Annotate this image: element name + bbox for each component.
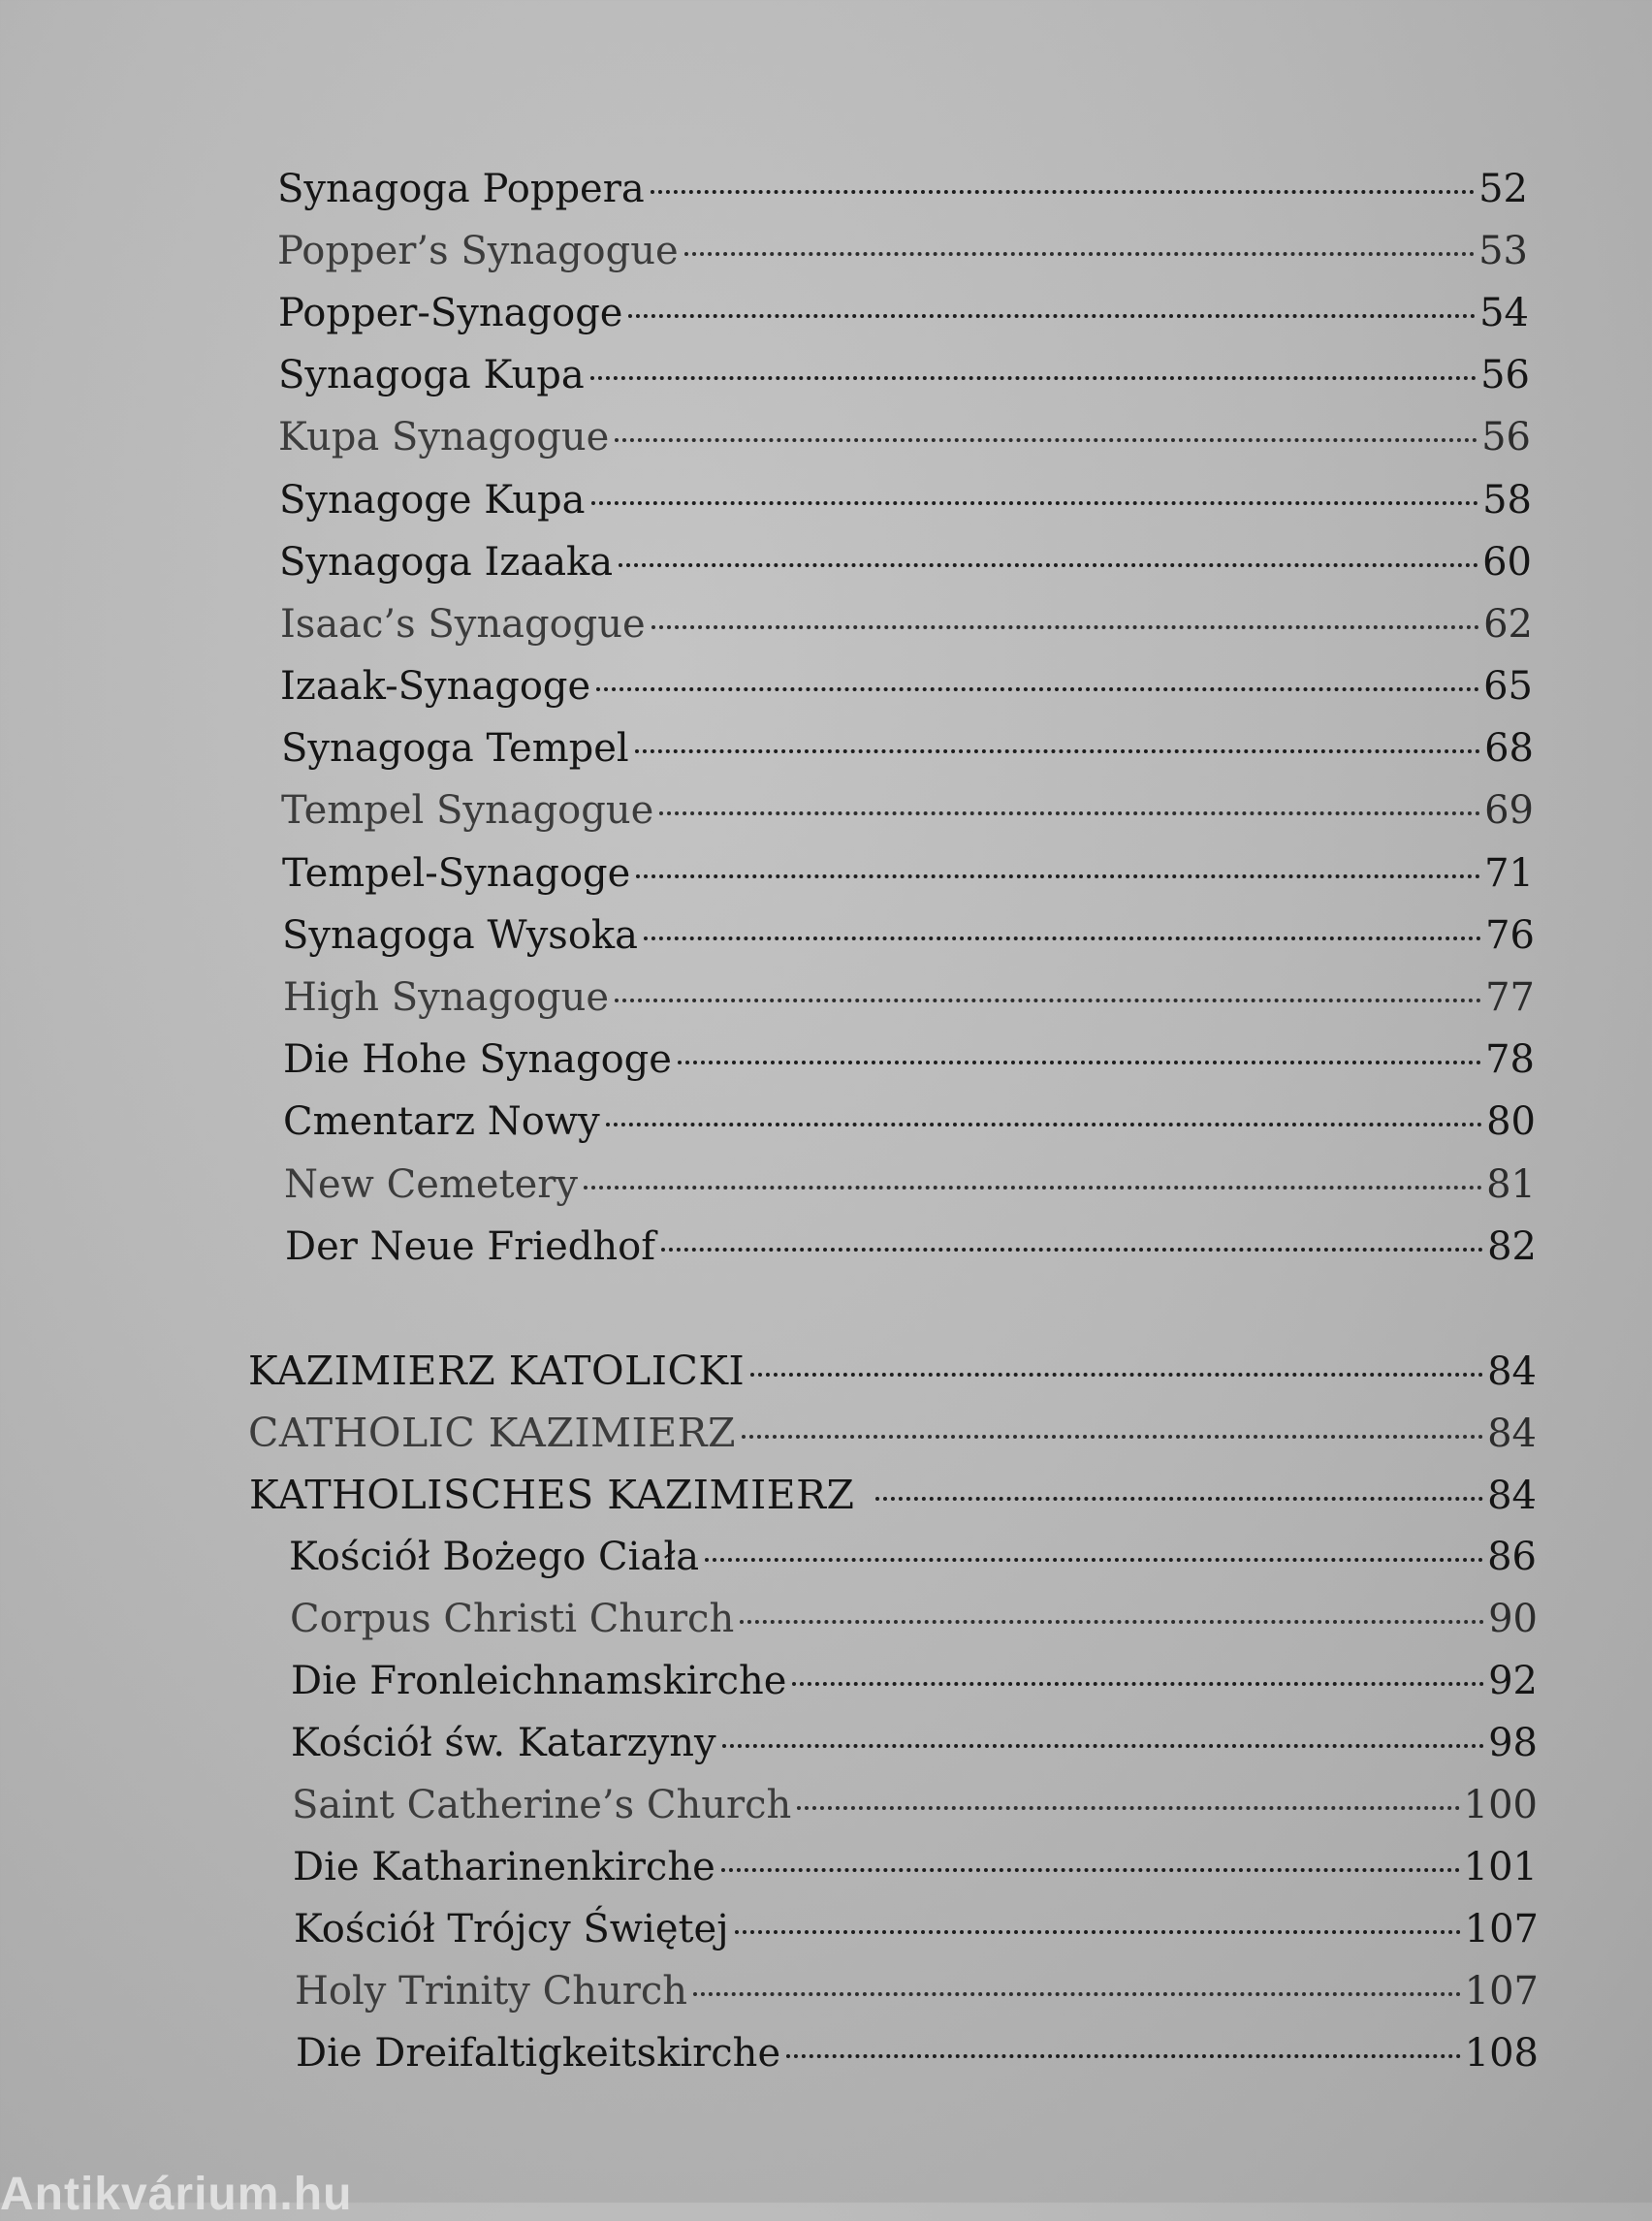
dot-leader [705,1558,1483,1562]
toc-entry [278,344,1530,406]
toc-entry-title: Synagoga Poppera [277,167,645,211]
dot-leader [590,376,1477,380]
toc-entry-page: 78 [1485,1037,1535,1082]
toc-entry-page: 60 [1482,540,1532,585]
dot-leader [635,749,1480,753]
toc-entry-page: 54 [1479,291,1529,335]
dot-leader [721,1868,1460,1872]
toc-entry-title: Die Hohe Synagoge [283,1037,672,1082]
toc-entry-title: Synagoga Tempel [281,726,629,771]
dot-leader [740,1620,1484,1624]
dot-leader [659,811,1480,815]
toc-entry [283,1029,1535,1091]
toc-entry-page: 71 [1484,851,1534,896]
toc-entry-title: Der Neue Friedhof [285,1224,655,1269]
toc-entry [282,842,1534,904]
toc-entry [283,1091,1536,1153]
toc-entry-page: 80 [1486,1099,1536,1144]
dot-leader [584,1186,1482,1190]
watermark-text: Antikvárium.hu [0,2169,353,2220]
toc-entry [294,1898,1539,1960]
toc-entry-title: Synagoge Kupa [279,478,586,523]
dot-leader [651,190,1475,194]
dot-leader [693,1992,1461,1996]
toc-entry-title: Kupa Synagogue [278,415,610,460]
dot-leader [651,625,1479,629]
toc-entry [293,1836,1538,1898]
toc-entry [296,2022,1539,2084]
toc-entry [281,779,1534,841]
toc-heading-title: CATHOLIC KAZIMIERZ [248,1410,737,1456]
toc-heading-page: 84 [1487,1349,1537,1394]
dot-leader [596,687,1479,691]
toc-entry [292,1774,1538,1836]
toc-entry-title: Tempel Synagogue [281,788,654,833]
toc-entry-title: Die Fronleichnamskirche [291,1659,787,1703]
toc-entry [280,655,1533,717]
toc-entry [279,469,1532,531]
dot-leader [797,1806,1459,1810]
toc-entry-page: 56 [1481,415,1531,460]
dot-leader [615,999,1481,1002]
toc-heading-title: KAZIMIERZ KATOLICKI [248,1348,746,1394]
toc-entry-page: 52 [1478,167,1528,211]
toc-entry-page: 58 [1482,478,1532,523]
toc-entry [281,717,1534,779]
toc-entry [290,1588,1538,1650]
toc-entry-title: Saint Catherine’s Church [292,1783,792,1827]
toc-entry-page: 86 [1487,1535,1537,1579]
toc-entry-page: 82 [1487,1224,1537,1269]
toc-entry [277,220,1528,282]
dot-leader [750,1373,1483,1377]
toc-heading-page: 84 [1487,1412,1537,1456]
toc-entry-page: 76 [1485,913,1535,958]
toc-heading-page: 84 [1487,1474,1537,1518]
dot-leader [628,314,1476,318]
toc-heading [249,1464,1537,1526]
toc-entry-page: 69 [1484,788,1534,833]
toc-entry-title: Cmentarz Nowy [283,1099,600,1144]
toc-entry-title: Tempel-Synagoge [282,851,631,896]
dot-leader [636,874,1480,878]
dot-leader [678,1061,1481,1064]
dot-leader [661,1248,1483,1252]
dot-leader [722,1744,1484,1748]
toc-heading-title: KATHOLISCHES KAZIMIERZ [249,1472,855,1518]
toc-entry [285,1216,1537,1278]
toc-entry-page: 56 [1480,353,1530,397]
dot-leader [606,1123,1482,1126]
toc-entry [277,158,1528,220]
toc-entry-title: Kościół Trójcy Świętej [294,1907,729,1951]
toc-entry [278,282,1529,344]
toc-entry [278,406,1531,468]
toc-entry [280,593,1533,655]
toc-entry-title: Kościół św. Katarzyny [291,1721,716,1765]
dot-leader [735,1930,1461,1934]
toc-entry [284,1154,1536,1216]
toc-entry-title: Popper’s Synagogue [277,229,679,273]
toc-entry [279,531,1532,593]
toc-entry-title: Isaac’s Synagogue [280,602,646,647]
toc-entry-page: 81 [1486,1162,1536,1207]
toc-entry-page: 65 [1483,664,1533,709]
toc-entry-page: 98 [1488,1721,1538,1765]
dot-leader [684,252,1475,256]
toc-heading [248,1402,1537,1464]
dot-leader [615,438,1477,442]
toc-heading [248,1340,1537,1402]
toc-entry-title: Die Dreifaltigkeitskirche [296,2031,781,2076]
toc-entry-page: 107 [1464,1907,1539,1951]
toc-entry-title: High Synagogue [283,975,610,1020]
toc-entry-title: Holy Trinity Church [295,1969,688,2014]
toc-entry-title: Izaak-Synagoge [280,664,591,709]
dot-leader [644,936,1481,940]
toc-entry [295,1960,1539,2022]
dot-leader [792,1682,1484,1686]
toc-entry-page: 107 [1464,1969,1539,2014]
toc-entry-title: Synagoga Izaaka [279,540,614,585]
toc-entry [282,904,1535,967]
toc-entry-title: Die Katharinenkirche [293,1845,715,1889]
toc-entry-page: 68 [1484,726,1534,771]
toc-entry-title: Kościół Bożego Ciała [289,1535,700,1579]
toc-entry-title: Corpus Christi Church [290,1597,735,1641]
toc-entry-page: 101 [1463,1845,1538,1889]
toc-entry-page: 62 [1483,602,1533,647]
toc-entry-title: Synagoga Wysoka [282,913,638,958]
toc-entry [291,1650,1538,1712]
toc-entry-page: 108 [1464,2031,1539,2076]
toc-entry-title: Popper-Synagoge [278,291,623,335]
dot-leader [591,501,1479,505]
toc-entry-page: 90 [1488,1597,1538,1641]
toc-entry-page: 53 [1478,229,1528,273]
dot-leader [619,563,1478,567]
toc-entry [283,967,1535,1029]
toc-entry [291,1712,1538,1774]
toc-entry [289,1526,1537,1588]
dot-leader [742,1435,1483,1439]
dot-leader [875,1497,1483,1501]
dot-leader [786,2054,1461,2058]
toc-entry-page: 92 [1488,1659,1538,1703]
toc-entry-title: Synagoga Kupa [278,353,585,397]
toc-entry-title: New Cemetery [284,1162,578,1207]
toc-entry-page: 100 [1463,1783,1538,1827]
toc-entry-page: 77 [1485,975,1535,1020]
